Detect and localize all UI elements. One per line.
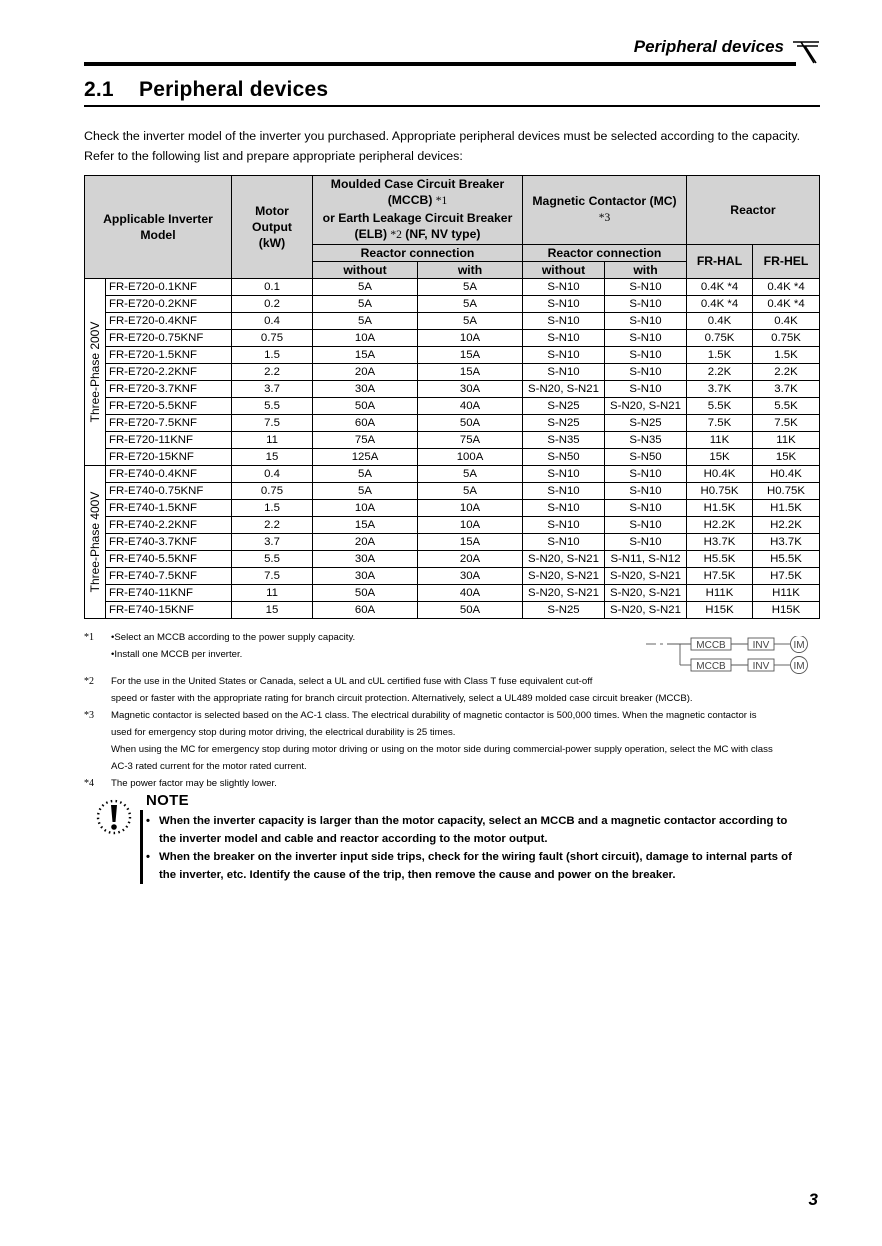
running-title: Peripheral devices xyxy=(633,37,784,56)
cell-hel: H0.75K xyxy=(753,483,820,500)
cell-mc-with: S-N10 xyxy=(605,296,687,313)
cell-mc-without: S-N10 xyxy=(523,313,605,330)
cell-mc-with: S-N10 xyxy=(605,500,687,517)
table-row xyxy=(85,500,820,517)
cell-mccb-without: 20A xyxy=(313,364,418,381)
header-mccb: Moulded Case Circuit Breaker (MCCB) *1 or Earth Leakage Circuit Breaker (ELB) *2 (NF, NV type) xyxy=(313,176,523,245)
note-item-2: • When the breaker on the inverter input side trips, check for the wiring fault (short circuit), damage to internal parts of the inverter, etc. Identify the cause of the trip, then remove the cause and power on the breaker. xyxy=(146,851,792,881)
intro-line-1: Check the inverter model of the inverter you purchased. Appropriate peripheral devices must be selected according to the capacity. xyxy=(84,129,801,143)
cell-model: FR-E740-0.75KNF xyxy=(106,483,232,500)
cell-mccb-with: 10A xyxy=(418,330,523,347)
cell-mc-with: S-N35 xyxy=(605,432,687,449)
table-row xyxy=(85,313,820,330)
cell-hal: 7.5K xyxy=(687,415,753,432)
cell-mccb-without: 20A xyxy=(313,534,418,551)
diagram-im-2: IM xyxy=(793,661,805,672)
cell-mc-with: S-N20, S-N21 xyxy=(605,585,687,602)
cell-mc-with: S-N10 xyxy=(605,347,687,364)
cell-kw: 5.5 xyxy=(232,551,313,568)
cell-mccb-without: 15A xyxy=(313,517,418,534)
note-item-1: • When the inverter capacity is larger than the motor capacity, select an MCCB and a magnetic contactor according to the inverter model and cable and reactor according to the motor output. xyxy=(146,815,788,845)
cell-model: FR-E740-0.4KNF xyxy=(106,466,232,483)
cell-model: FR-E740-15KNF xyxy=(106,602,232,619)
cell-mccb-with: 30A xyxy=(418,381,523,398)
diagram-mccb-2: MCCB xyxy=(696,661,726,672)
cell-mccb-without: 10A xyxy=(313,500,418,517)
cell-mc-without: S-N10 xyxy=(523,330,605,347)
cell-mc-with: S-N25 xyxy=(605,415,687,432)
cell-mc-without: S-N25 xyxy=(523,415,605,432)
cell-mc-without: S-N10 xyxy=(523,279,605,296)
table-row xyxy=(85,483,820,500)
cell-mc-without: S-N20, S-N21 xyxy=(523,381,605,398)
cell-mc-without: S-N10 xyxy=(523,534,605,551)
diagram-inv-1: INV xyxy=(752,640,770,651)
table-row xyxy=(85,330,820,347)
cell-hal: H0.75K xyxy=(687,483,753,500)
cell-kw: 15 xyxy=(232,602,313,619)
section-title-text: Peripheral devices xyxy=(139,78,329,101)
cell-mc-with: S-N10 xyxy=(605,381,687,398)
cell-mccb-without: 30A xyxy=(313,551,418,568)
table-row xyxy=(85,432,820,449)
cell-mc-with: S-N10 xyxy=(605,330,687,347)
cell-mccb-without: 5A xyxy=(313,296,418,313)
cell-hel: 0.4K *4 xyxy=(753,279,820,296)
peripheral-devices-table xyxy=(84,175,820,619)
cell-hal: H11K xyxy=(687,585,753,602)
cell-model: FR-E740-7.5KNF xyxy=(106,568,232,585)
cell-mc-without: S-N10 xyxy=(523,483,605,500)
cell-mccb-with: 20A xyxy=(418,551,523,568)
cell-mc-without: S-N10 xyxy=(523,500,605,517)
section-title xyxy=(84,78,328,102)
cell-model: FR-E720-0.75KNF xyxy=(106,330,232,347)
cell-mc-with: S-N10 xyxy=(605,313,687,330)
table-row xyxy=(85,551,820,568)
header-mccb-reactor-connection: Reactor connection xyxy=(313,244,523,261)
cell-kw: 11 xyxy=(232,585,313,602)
note-list xyxy=(146,812,826,884)
table-row xyxy=(85,296,820,313)
cell-mccb-with: 15A xyxy=(418,364,523,381)
cell-mccb-without: 10A xyxy=(313,330,418,347)
intro-line-2: Refer to the following list and prepare appropriate peripheral devices: xyxy=(84,149,463,163)
cell-hel: H3.7K xyxy=(753,534,820,551)
cell-mc-with: S-N10 xyxy=(605,364,687,381)
table-row xyxy=(85,279,820,296)
cell-mc-with: S-N50 xyxy=(605,449,687,466)
table-row xyxy=(85,568,820,585)
section-rule xyxy=(84,105,820,107)
cell-hal: H5.5K xyxy=(687,551,753,568)
cell-kw: 1.5 xyxy=(232,500,313,517)
cell-mccb-without: 60A xyxy=(313,415,418,432)
cell-hal: 0.4K xyxy=(687,313,753,330)
cell-mc-without: S-N10 xyxy=(523,517,605,534)
header-mc-reactor-connection: Reactor connection xyxy=(523,244,687,261)
cell-hal: 0.75K xyxy=(687,330,753,347)
footnote-ref-2: *2 xyxy=(390,229,402,242)
header-magnetic-contactor: Magnetic Contactor (MC) *3 xyxy=(523,176,687,245)
cell-mc-without: S-N25 xyxy=(523,398,605,415)
cell-model: FR-E740-11KNF xyxy=(106,585,232,602)
header-rule xyxy=(84,62,796,66)
cell-model: FR-E720-0.4KNF xyxy=(106,313,232,330)
cell-mccb-with: 100A xyxy=(418,449,523,466)
cell-model: FR-E740-1.5KNF xyxy=(106,500,232,517)
cell-model: FR-E720-1.5KNF xyxy=(106,347,232,364)
cell-hal: 5.5K xyxy=(687,398,753,415)
cell-hal: 3.7K xyxy=(687,381,753,398)
cell-hel: H11K xyxy=(753,585,820,602)
cell-mccb-without: 75A xyxy=(313,432,418,449)
header-motor-output: Motor Output (kW) xyxy=(232,176,313,279)
cell-hel: 2.2K xyxy=(753,364,820,381)
table-row xyxy=(85,466,820,483)
cell-mccb-with: 5A xyxy=(418,466,523,483)
cell-mc-with: S-N10 xyxy=(605,483,687,500)
note-warning-icon xyxy=(94,797,134,837)
cell-mc-with: S-N10 xyxy=(605,466,687,483)
cell-mc-with: S-N10 xyxy=(605,534,687,551)
header-model: Applicable Inverter Model xyxy=(85,176,232,279)
cell-kw: 7.5 xyxy=(232,568,313,585)
cell-kw: 0.4 xyxy=(232,466,313,483)
cell-model: FR-E740-2.2KNF xyxy=(106,517,232,534)
cell-mc-without: S-N35 xyxy=(523,432,605,449)
table-row xyxy=(85,347,820,364)
diagram-inv-2: INV xyxy=(752,661,770,672)
cell-hal: 1.5K xyxy=(687,347,753,364)
cell-mccb-without: 30A xyxy=(313,381,418,398)
cell-hel: 0.4K *4 xyxy=(753,296,820,313)
note-bar xyxy=(140,810,143,884)
table-row xyxy=(85,602,820,619)
footnote-1: *1 •Select an MCCB according to the power supply capacity. •Install one MCCB per inverter. xyxy=(84,632,356,660)
cell-kw: 1.5 xyxy=(232,347,313,364)
cell-model: FR-E720-7.5KNF xyxy=(106,415,232,432)
cell-hal: H1.5K xyxy=(687,500,753,517)
cell-hel: 7.5K xyxy=(753,415,820,432)
cell-mccb-without: 50A xyxy=(313,398,418,415)
cell-mc-with: S-N20, S-N21 xyxy=(605,398,687,415)
cell-kw: 0.4 xyxy=(232,313,313,330)
table-row xyxy=(85,585,820,602)
cell-hel: H7.5K xyxy=(753,568,820,585)
cell-mc-with: S-N20, S-N21 xyxy=(605,568,687,585)
cell-mccb-without: 15A xyxy=(313,347,418,364)
header-mccb-with: with xyxy=(418,262,523,279)
cell-mc-with: S-N10 xyxy=(605,517,687,534)
cell-hel: 3.7K xyxy=(753,381,820,398)
header-mc-with: with xyxy=(605,262,687,279)
cell-mccb-with: 10A xyxy=(418,517,523,534)
cell-hel: 1.5K xyxy=(753,347,820,364)
cell-mccb-without: 5A xyxy=(313,313,418,330)
cell-kw: 2.2 xyxy=(232,364,313,381)
cell-mccb-with: 40A xyxy=(418,585,523,602)
table-body xyxy=(85,279,820,619)
footnote-ref-1: *1 xyxy=(435,195,448,208)
table-row xyxy=(85,381,820,398)
cell-hal: H2.2K xyxy=(687,517,753,534)
header-mccb-without: without xyxy=(313,262,418,279)
cell-mc-with: S-N20, S-N21 xyxy=(605,602,687,619)
cell-model: FR-E720-2.2KNF xyxy=(106,364,232,381)
cell-hal: 2.2K xyxy=(687,364,753,381)
voltage-group-label: Three-Phase 200V xyxy=(85,279,106,466)
cell-mccb-with: 5A xyxy=(418,313,523,330)
note-title: NOTE xyxy=(146,792,189,809)
section-tab-icon xyxy=(792,40,820,64)
footnote-ref-3: *3 xyxy=(598,211,611,224)
cell-model: FR-E740-3.7KNF xyxy=(106,534,232,551)
cell-mc-without: S-N20, S-N21 xyxy=(523,568,605,585)
cell-hel: H2.2K xyxy=(753,517,820,534)
cell-kw: 7.5 xyxy=(232,415,313,432)
diagram-mccb-1: MCCB xyxy=(696,640,726,651)
cell-mccb-without: 5A xyxy=(313,483,418,500)
cell-hal: 15K xyxy=(687,449,753,466)
cell-kw: 0.75 xyxy=(232,483,313,500)
cell-hel: H15K xyxy=(753,602,820,619)
cell-hel: H1.5K xyxy=(753,500,820,517)
cell-mccb-without: 60A xyxy=(313,602,418,619)
table-row xyxy=(85,449,820,466)
cell-mc-with: S-N10 xyxy=(605,279,687,296)
cell-mccb-without: 5A xyxy=(313,279,418,296)
cell-hal: H7.5K xyxy=(687,568,753,585)
cell-hel: 15K xyxy=(753,449,820,466)
cell-hel: 0.75K xyxy=(753,330,820,347)
page-number: 3 xyxy=(808,1190,818,1209)
cell-mccb-with: 30A xyxy=(418,568,523,585)
cell-hel: 11K xyxy=(753,432,820,449)
voltage-group-label: Three-Phase 400V xyxy=(85,466,106,619)
cell-mc-without: S-N10 xyxy=(523,347,605,364)
header-mc-without: without xyxy=(523,262,605,279)
cell-mccb-with: 5A xyxy=(418,483,523,500)
cell-model: FR-E720-0.2KNF xyxy=(106,296,232,313)
cell-hal: 0.4K *4 xyxy=(687,296,753,313)
cell-mccb-without: 125A xyxy=(313,449,418,466)
cell-mccb-with: 50A xyxy=(418,602,523,619)
cell-hel: H5.5K xyxy=(753,551,820,568)
header-fr-hel: FR-HEL xyxy=(753,244,820,279)
cell-model: FR-E720-5.5KNF xyxy=(106,398,232,415)
cell-mccb-with: 15A xyxy=(418,347,523,364)
cell-mccb-with: 75A xyxy=(418,432,523,449)
cell-mc-without: S-N25 xyxy=(523,602,605,619)
cell-model: FR-E720-0.1KNF xyxy=(106,279,232,296)
header-fr-hal: FR-HAL xyxy=(687,244,753,279)
table-row xyxy=(85,398,820,415)
cell-mccb-with: 10A xyxy=(418,500,523,517)
diagram-im-1: IM xyxy=(793,640,805,651)
table-row xyxy=(85,415,820,432)
cell-kw: 3.7 xyxy=(232,381,313,398)
cell-kw: 5.5 xyxy=(232,398,313,415)
cell-model: FR-E720-3.7KNF xyxy=(106,381,232,398)
cell-hal: H3.7K xyxy=(687,534,753,551)
cell-kw: 0.1 xyxy=(232,279,313,296)
cell-mc-without: S-N10 xyxy=(523,466,605,483)
cell-hel: H0.4K xyxy=(753,466,820,483)
header-reactor: Reactor xyxy=(687,176,820,245)
cell-model: FR-E740-5.5KNF xyxy=(106,551,232,568)
cell-mccb-without: 30A xyxy=(313,568,418,585)
cell-mccb-without: 5A xyxy=(313,466,418,483)
cell-kw: 0.2 xyxy=(232,296,313,313)
cell-mc-without: S-N20, S-N21 xyxy=(523,551,605,568)
cell-hal: H0.4K xyxy=(687,466,753,483)
table-row xyxy=(85,534,820,551)
running-header xyxy=(84,36,820,66)
cell-hal: H15K xyxy=(687,602,753,619)
mccb-wiring-diagram xyxy=(646,636,818,676)
cell-kw: 0.75 xyxy=(232,330,313,347)
footnote-4: *4 The power factor may be slightly lower. xyxy=(84,778,277,789)
cell-mccb-with: 50A xyxy=(418,415,523,432)
table-row xyxy=(85,364,820,381)
cell-kw: 11 xyxy=(232,432,313,449)
intro-paragraph xyxy=(84,126,824,166)
cell-mccb-with: 40A xyxy=(418,398,523,415)
cell-hal: 11K xyxy=(687,432,753,449)
cell-kw: 15 xyxy=(232,449,313,466)
cell-mccb-with: 5A xyxy=(418,296,523,313)
cell-kw: 3.7 xyxy=(232,534,313,551)
cell-mccb-with: 5A xyxy=(418,279,523,296)
cell-mc-without: S-N20, S-N21 xyxy=(523,585,605,602)
cell-mccb-without: 50A xyxy=(313,585,418,602)
cell-hel: 0.4K xyxy=(753,313,820,330)
cell-mc-without: S-N10 xyxy=(523,296,605,313)
footnote-2: *2 For the use in the United States or Canada, select a UL and cUL certified fuse with Class T fuse equivalent cut-off speed or faster with the appropriate rating for branch circuit protection. Alternatively, select a UL489 molded case circuit breaker (MCCB). xyxy=(84,676,693,704)
cell-kw: 2.2 xyxy=(232,517,313,534)
footnote-3: *3 Magnetic contactor is selected based on the AC-1 class. The electrical durability of magnetic contactor is 500,000 times. When the magnetic contactor is used for emergency stop during motor driving, the electrical durability is 25 times. When using the MC for emergency stop during motor driving or using on the motor side during commercial-power supply operation, select the MC with class AC-3 rated current for the motor rated current. xyxy=(84,710,773,772)
cell-mc-with: S-N11, S-N12 xyxy=(605,551,687,568)
table-row xyxy=(85,517,820,534)
section-number: 2.1 xyxy=(84,78,114,101)
cell-model: FR-E720-15KNF xyxy=(106,449,232,466)
cell-mccb-with: 15A xyxy=(418,534,523,551)
cell-hel: 5.5K xyxy=(753,398,820,415)
cell-mc-without: S-N10 xyxy=(523,364,605,381)
cell-model: FR-E720-11KNF xyxy=(106,432,232,449)
cell-mc-without: S-N50 xyxy=(523,449,605,466)
cell-hal: 0.4K *4 xyxy=(687,279,753,296)
